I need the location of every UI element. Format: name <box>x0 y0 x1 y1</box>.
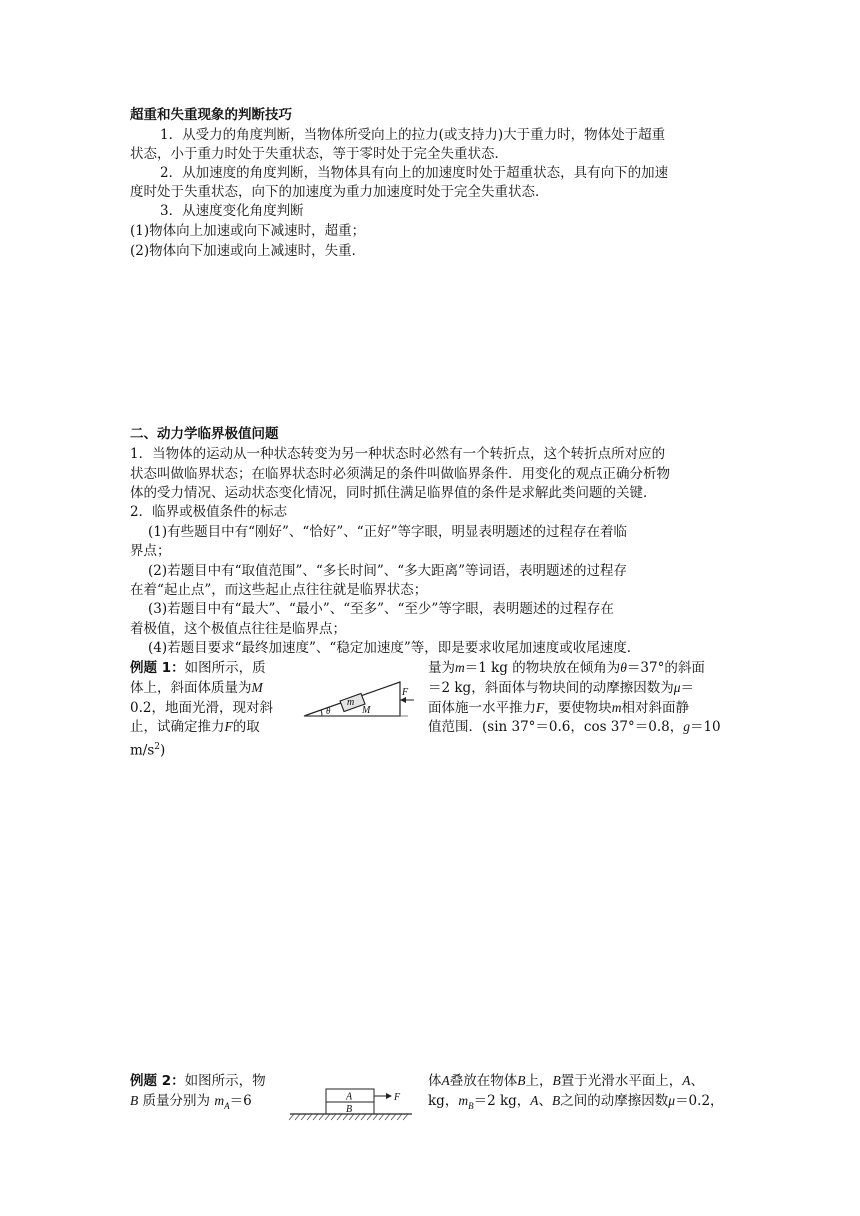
ground-hatch-line <box>295 1114 300 1120</box>
paragraph-line: (2)物体向下加速或向上减速时，失重． <box>130 243 366 259</box>
var-B: B <box>552 1093 561 1108</box>
force-label: F <box>394 1092 401 1103</box>
ground-hatch-line <box>391 1114 396 1120</box>
paragraph-line: (4)若题目要求“最终加速度”、“稳定加速度”等，即是要求收尾加速度或收尾速度． <box>148 640 641 656</box>
ground-hatch-line <box>385 1114 390 1120</box>
example1-line <box>428 699 689 717</box>
ground-hatch-line <box>313 1114 318 1120</box>
var-m: m <box>214 1093 225 1108</box>
paragraph-line: (1)物体向上加速或向下减速时，超重； <box>130 223 366 239</box>
text-run: 叠放在物体 <box>449 1073 518 1089</box>
var-m: m <box>455 660 465 675</box>
var-B: B <box>130 1093 139 1108</box>
paragraph-line: (1)有些题目中有“刚好”、“恰好”、“正好”等字眼，明显表明题述的过程存在着临 <box>148 524 628 540</box>
var-theta: θ <box>620 660 627 675</box>
var-M: M <box>251 680 263 695</box>
example2-line <box>130 1092 252 1116</box>
text-run: 量为 <box>428 660 455 676</box>
example2-label: 例题 2： <box>130 1073 185 1089</box>
paragraph-line: 1．从受力的角度判断，当物体所受向上的拉力(或支持力)大于重力时，物体处于超重 <box>160 127 666 143</box>
text-run: 如图所示，物 <box>184 1073 266 1089</box>
example1-line <box>130 738 165 760</box>
var-m: m <box>458 1093 469 1108</box>
ground-hatch-line <box>301 1114 306 1120</box>
text-run: ＝2 kg， <box>473 1093 531 1109</box>
stacked-blocks-diagram <box>288 1086 418 1126</box>
ground-hatch-line <box>373 1114 378 1120</box>
text-run: 上， <box>525 1073 553 1089</box>
text-run: 、 <box>538 1093 553 1109</box>
example1-line <box>428 659 705 677</box>
text-run: 如图所示，质 <box>184 660 266 676</box>
var-B: B <box>517 1073 526 1088</box>
text-run: m/s <box>130 742 155 759</box>
text-run: 的取 <box>232 719 260 735</box>
example1-line <box>428 718 721 736</box>
text-run: ＝6 <box>229 1093 252 1109</box>
ground-hatch-line <box>325 1114 330 1120</box>
subscript-A: A <box>224 1100 230 1111</box>
example1-line <box>130 659 266 677</box>
superscript: 2 <box>154 742 161 752</box>
ground-hatch-line <box>367 1114 372 1120</box>
example1-label: 例题 1： <box>130 660 185 676</box>
text-run: ，要使物块 <box>544 700 612 716</box>
block-b-label: B <box>346 1104 353 1115</box>
incline-label: M <box>362 705 371 716</box>
section-title-critical-values: 二、动力学临界极值问题 <box>130 426 279 442</box>
incline-diagram <box>296 672 414 722</box>
text-run: 止，试确定推力 <box>130 719 225 735</box>
var-mu: μ <box>673 680 681 695</box>
var-mu: μ <box>668 1093 676 1108</box>
var-F: F <box>224 719 233 734</box>
paragraph-line: 2．从加速度的角度判断，当物体具有向上的加速度时处于超重状态，具有向下的加速 <box>160 165 669 181</box>
paragraph-line: 2．临界或极值条件的标志 <box>130 504 288 520</box>
ground-hatch-line <box>331 1114 336 1120</box>
example1-line <box>130 718 260 736</box>
section-title-weightlessness: 超重和失重现象的判断技巧 <box>130 107 292 123</box>
paragraph-line: 在着“起止点”，而这些起止点往往就是临界状态； <box>130 582 428 598</box>
text-run: 体上，斜面体质量为 <box>130 680 252 696</box>
example2-line <box>130 1072 266 1090</box>
text-run: 质量分别为 <box>142 1093 211 1109</box>
ground-hatch-line <box>355 1114 360 1120</box>
text-run: 置于光滑水平面上， <box>560 1073 683 1089</box>
paragraph-line: 状态叫做临界状态；在临界状态时必须满足的条件叫做临界条件．用变化的观点正确分析物 <box>130 466 670 482</box>
ground-hatch-line <box>403 1114 408 1120</box>
ground-hatch-line <box>289 1114 294 1120</box>
ground-hatch-line <box>397 1114 402 1120</box>
var-A: A <box>441 1073 450 1088</box>
var-B: B <box>552 1073 561 1088</box>
text-run: 、 <box>690 1073 704 1089</box>
paragraph-line: 度时处于失重状态，向下的加速度为重力加速度时处于完全失重状态． <box>130 184 549 200</box>
text-run: ＝1 kg 的物块放在倾角为 <box>464 660 621 676</box>
var-F: F <box>536 700 545 715</box>
paragraph-line: 1．当物体的运动从一种状态转变为另一种状态时必然有一个转折点，这个转折点所对应的 <box>130 446 666 462</box>
ground-hatch-line <box>307 1114 312 1120</box>
paragraph-line: 界点； <box>130 543 171 559</box>
subscript-B: B <box>468 1100 474 1111</box>
example1-line <box>428 679 694 697</box>
text-run: ＝ <box>680 680 694 696</box>
block-label: m <box>347 697 355 708</box>
force-label: F <box>402 687 409 698</box>
paragraph-line: (2)若题目中有“取值范围”、“多长时间”、“多大距离”等词语，表明题述的过程存 <box>148 563 628 579</box>
example1-line <box>130 679 263 697</box>
var-A: A <box>682 1073 691 1088</box>
text-run: 相对斜面静 <box>621 700 689 716</box>
paragraph-line: 体的受力情况、运动状态变化情况，同时抓住满足临界值的条件是求解此类问题的关键． <box>130 485 657 501</box>
example2-line <box>428 1092 724 1116</box>
var-A: A <box>530 1093 539 1108</box>
text-run: ) <box>160 742 166 759</box>
text-run: ＝0.2， <box>675 1093 724 1109</box>
paragraph-line: (3)若题目中有“最大”、“最小”、“至多”、“至少”等字眼，表明题述的过程存在 <box>148 601 614 617</box>
text-run: 之间的动摩擦因数 <box>560 1093 669 1109</box>
ground-hatch-line <box>337 1114 342 1120</box>
paragraph-line: 着极值，这个极值点往往是临界点； <box>130 621 346 637</box>
example1-line: 0.2，地面光滑，现对斜 <box>130 700 273 716</box>
text-run: 值范围．(sin 37°＝0.6，cos 37°＝0.8， <box>428 719 684 735</box>
text-run: ＝37°的斜面 <box>626 660 705 676</box>
text-run: ＝10 <box>689 719 721 735</box>
text-run: kg， <box>428 1093 459 1109</box>
ground-hatch-line <box>361 1114 366 1120</box>
block-a-label: A <box>346 1091 353 1103</box>
ground-hatch-line <box>379 1114 384 1120</box>
ground-hatch-line <box>319 1114 324 1120</box>
text-run: 体 <box>428 1073 442 1089</box>
var-m: m <box>611 700 622 715</box>
example2-line <box>428 1072 704 1090</box>
text-run: 面体施一水平推力 <box>428 700 536 716</box>
var-g: g <box>683 719 690 734</box>
angle-label: θ <box>326 706 331 716</box>
text-run: ＝2 kg，斜面体与物块间的动摩擦因数为 <box>428 680 674 696</box>
paragraph-line: 状态，小于重力时处于失重状态，等于零时处于完全失重状态． <box>130 146 508 162</box>
paragraph-line: 3．从速度变化角度判断 <box>160 203 304 219</box>
